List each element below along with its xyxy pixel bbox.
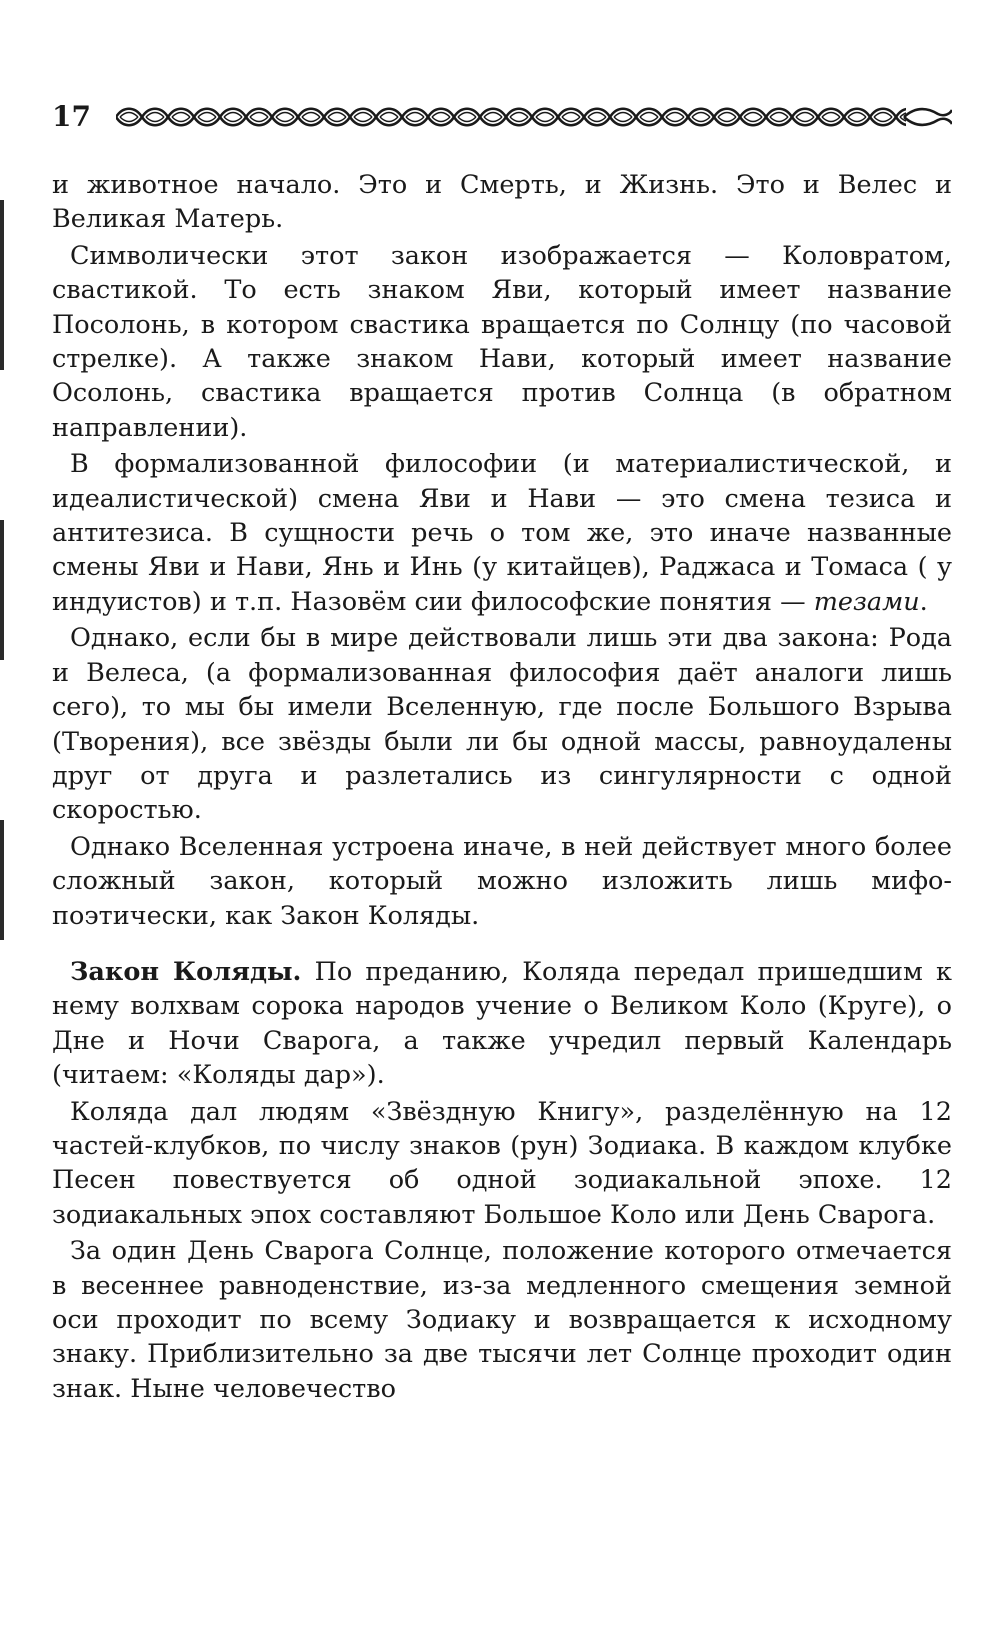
paragraph-7: Коляда дал людям «Звёздную Книгу», разделённую на 12 частей-клубков, по числу знаков (рун) Зодиака. В каждом клубке Песен повествуется об одной зодиакальной эпохе. 12 зодиакальных эпох составляют Большое Коло или День Сварога. [52,1096,952,1230]
paragraph-4: Однако, если бы в мире действовали лишь эти два закона: Рода и Велеса, (а формализованная философия даёт аналоги лишь сего), то мы бы имели Вселенную, где после Большого Взрыва (Творения), все звёзды были ли бы одной массы, равноудалены друг от друга и разлетались из сингулярности с одной скоростью. [52,623,952,826]
paragraph-3: В формализованной философии (и материалистической, и идеалистической) смена Яви и Нави — это смена тезиса и антитезиса. В сущности речь о том же, это иначе названные смены Яви и Нави, Янь и Инь (у китайцев), Раджаса и Томаса ( у индуистов) и т.п. Назовём сии философские понятия — тезами. [52,449,952,617]
paragraph-6: Закон Коляды. По преданию, Коляда передал пришедшим к нему волхвам сорока народов учение о Великом Коло (Круге), о Дне и Ночи Сварога, а также учредил первый Календарь (читаем: «Коляды дар»). [52,956,952,1091]
italic-term: тезами [813,586,920,617]
running-header [52,96,952,144]
scan-edge-mark [0,520,4,660]
braid-ornament [116,100,952,134]
paragraph-5: Однако Вселенная устроена иначе, в ней действует много более сложный закон, который можно изложить лишь мифо-поэтически, как Закон Коляды. [52,831,952,931]
scan-edge-mark [0,200,4,370]
section-heading: Закон Коляды. [70,956,302,987]
paragraph-2: Символически этот закон изображается — Коловратом, свастикой. То есть знаком Яви, который имеет название Посолонь, в котором свастика вращается по Солнцу (по часовой стрелке). А также знаком Нави, который имеет название Осолонь, свастика вращается против Солнца (в обратном направлении). [52,240,952,443]
page-number: 17 [52,100,91,133]
body-text [52,168,952,1406]
scan-edge-mark [0,820,4,940]
paragraph-1: и животное начало. Это и Смерть, и Жизнь. Это и Велес и Великая Матерь. [52,170,952,235]
paragraph-8: За один День Сварога Солнце, положение которого отмечается в весеннее равноденствие, из-за медленного смещения земной оси проходит по всему Зодиаку и возвращается к исходному знаку. Приблизительно за две тысячи лет Солнце проходит один знак. Ныне человечество [52,1236,952,1404]
